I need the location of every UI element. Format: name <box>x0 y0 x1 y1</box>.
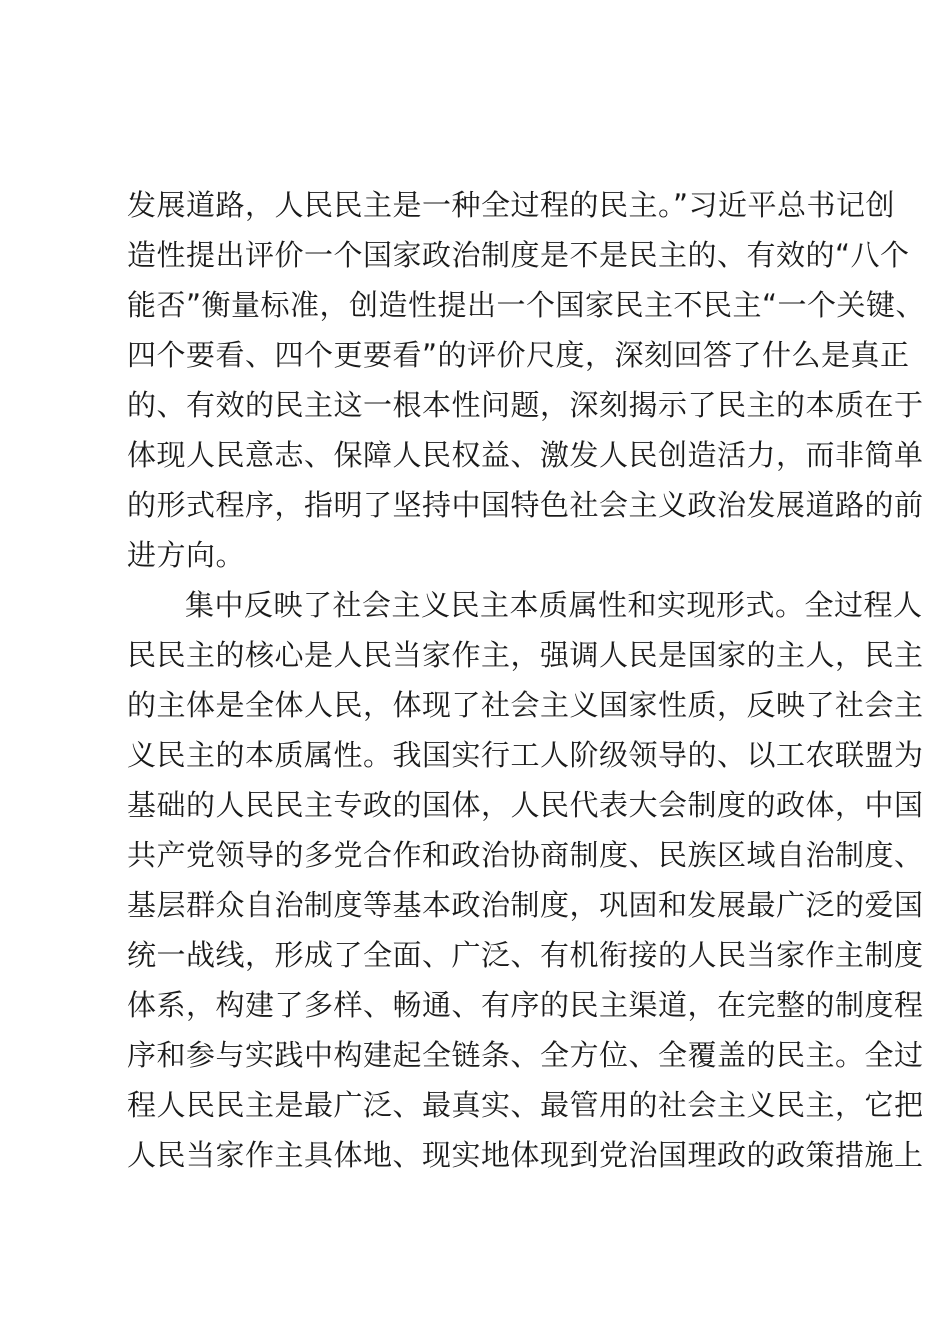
text-line: 基础的人民民主专政的国体，人民代表大会制度的政体，中国 <box>127 788 924 822</box>
text-line: 人民当家作主具体地、现实地体现到党治国理政的政策措施上 <box>127 1138 924 1172</box>
text-line: 共产党领导的多党合作和政治协商制度、民族区域自治制度、 <box>127 838 924 872</box>
text-line: 的形式程序，指明了坚持中国特色社会主义政治发展道路的前 <box>127 488 924 522</box>
text-line: 基层群众自治制度等基本政治制度，巩固和发展最广泛的爱国 <box>127 888 924 922</box>
paragraph-1 <box>127 180 926 580</box>
text-line: 的主体是全体人民，体现了社会主义国家性质，反映了社会主 <box>127 688 924 722</box>
text-line: 集中反映了社会主义民主本质属性和实现形式。全过程人 <box>185 588 923 622</box>
text-line: 体现人民意志、保障人民权益、激发人民创造活力，而非简单 <box>127 438 924 472</box>
text-line: 序和参与实践中构建起全链条、全方位、全覆盖的民主。全过 <box>127 1038 924 1072</box>
text-line: 四个要看、四个更要看”的评价尺度，深刻回答了什么是真正 <box>127 338 910 372</box>
text-line: 统一战线，形成了全面、广泛、有机衔接的人民当家作主制度 <box>127 938 924 972</box>
text-line: 的、有效的民主这一根本性问题，深刻揭示了民主的本质在于 <box>127 388 924 422</box>
text-line: 民民主的核心是人民当家作主，强调人民是国家的主人，民主 <box>127 638 924 672</box>
text-line: 能否”衡量标准，创造性提出一个国家民主不民主“一个关键、 <box>127 288 926 322</box>
text-line: 体系，构建了多样、畅通、有序的民主渠道，在完整的制度程 <box>127 988 924 1022</box>
text-line: 发展道路，人民民主是一种全过程的民主。”习近平总书记创 <box>127 188 896 222</box>
text-line: 进方向。 <box>127 538 246 572</box>
paragraph-2 <box>127 580 924 1180</box>
text-line: 造性提出评价一个国家政治制度是不是民主的、有效的“八个 <box>127 238 910 272</box>
document-body <box>127 180 926 1180</box>
text-line: 程人民民主是最广泛、最真实、最管用的社会主义民主，它把 <box>127 1088 924 1122</box>
text-line: 义民主的本质属性。我国实行工人阶级领导的、以工农联盟为 <box>127 738 924 772</box>
